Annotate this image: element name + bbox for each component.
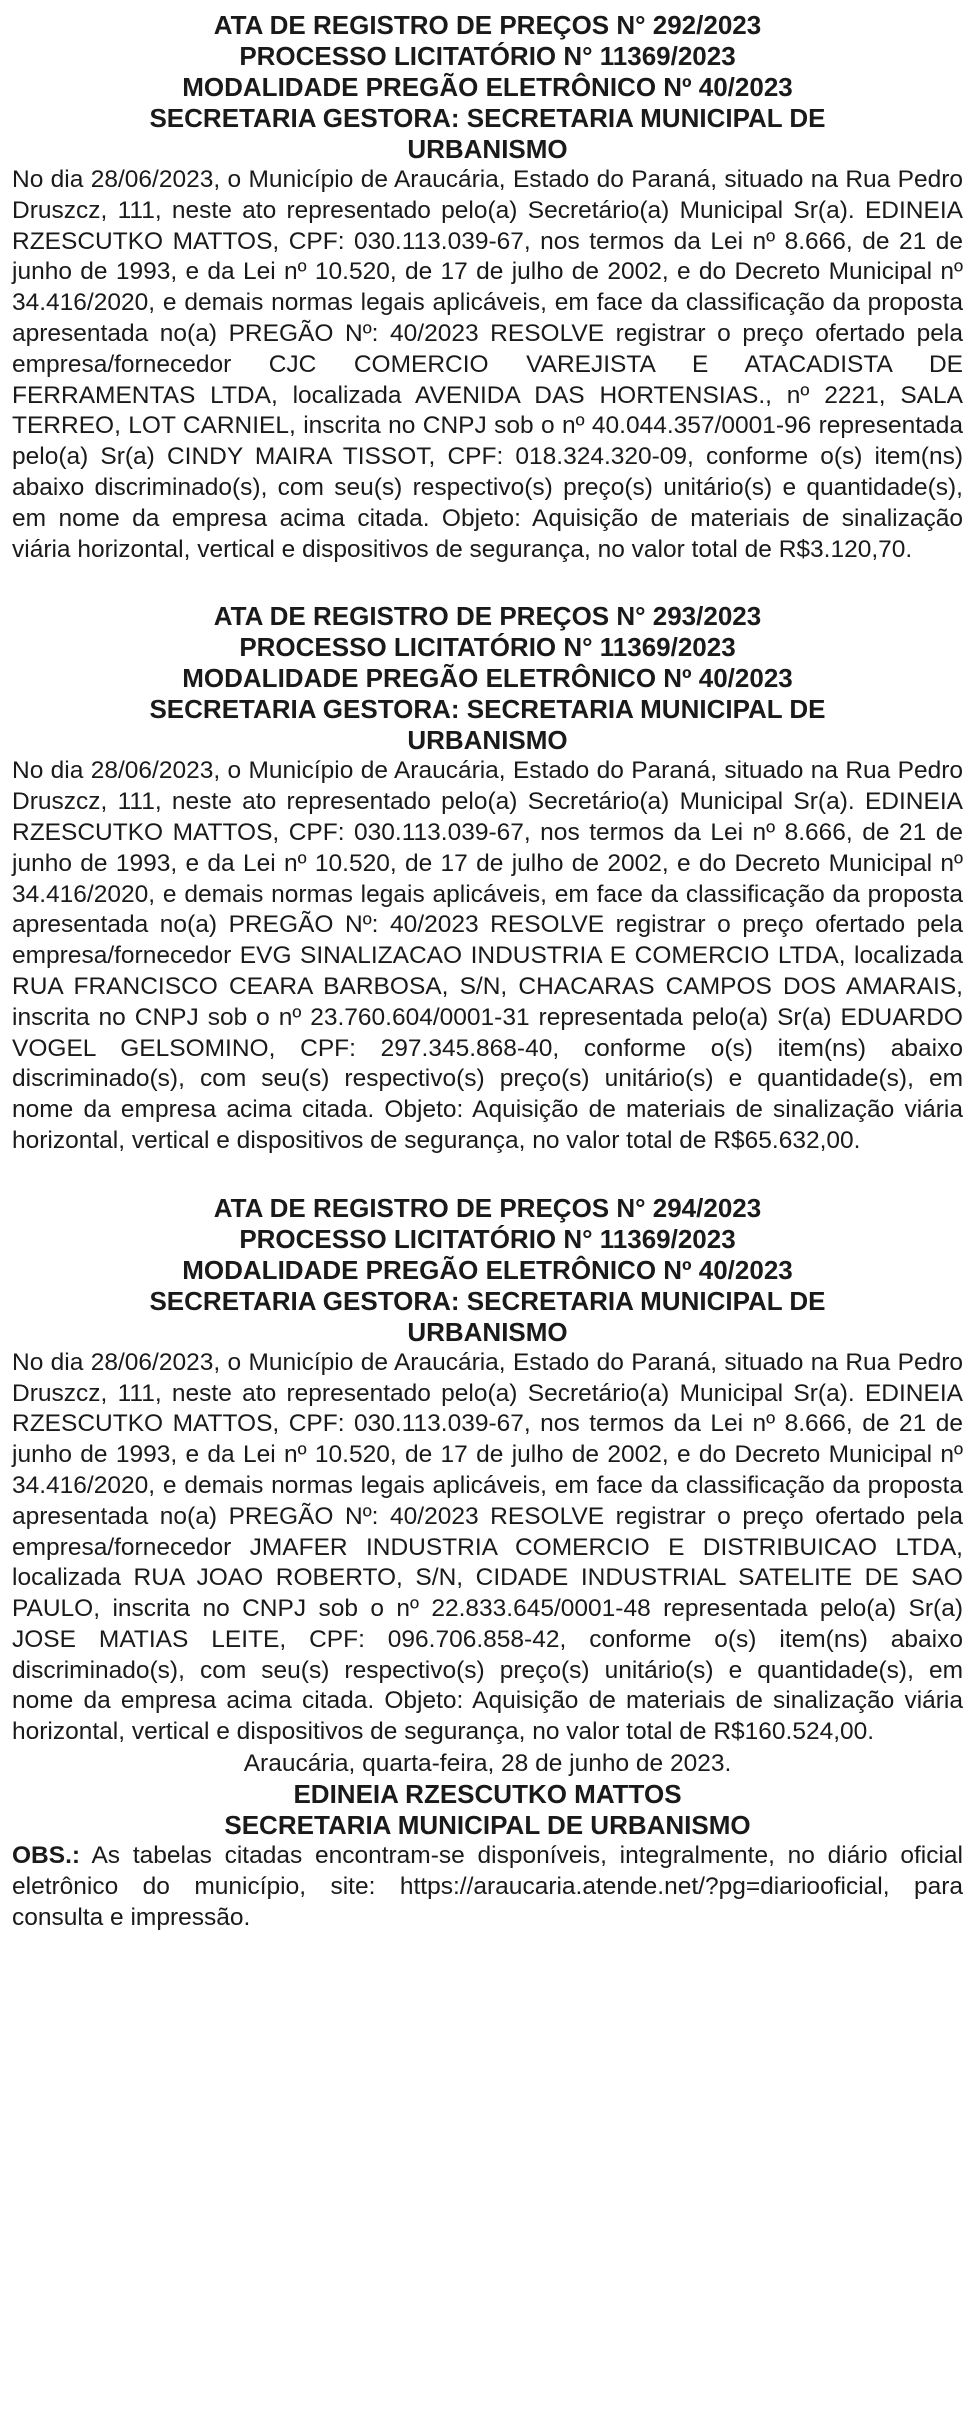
observation-note: [12, 1841, 963, 1933]
ata-title: ATA DE REGISTRO DE PREÇOS N° 294/2023: [213, 1192, 762, 1223]
modality: MODALIDADE PREGÃO ELETRÔNICO Nº 40/2023: [182, 663, 793, 694]
ata-body: No dia 28/06/2023, o Município de Araucária, Estado do Paraná, situado na Rua Pedro Druszcz, 111, neste ato representado pelo(a) Secretário(a) Municipal Sr(a). EDINEIA RZESCUTKO MATTOS, CPF: 030.113.039-67, nos termos da Lei nº 8.666, de 21 de junho de 1993, e da Lei nº 10.520, de 17 de julho de 2002, e do Decreto Municipal nº 34.416/2020, e demais normas legais aplicáveis, em face da classificação da proposta apresentada no(a) PREGÃO Nº: 40/2023 RESOLVE registrar o preço ofertado pela empresa/fornecedor JMAFER INDUSTRIA COMERCIO E DISTRIBUICAO LTDA, localizada RUA JOAO ROBERTO, S/N, CIDADE INDUSTRIAL SATELITE DE SAO PAULO, inscrita no CNPJ sob o nº 22.833.645/0001-48 representada pelo(a) Sr(a) JOSE MATIAS LEITE, CPF: 096.706.858-42, conforme o(s) item(ns) abaixo discriminado(s), com seu(s) respectivo(s) preço(s) unitário(s) e quantidade(s), em nome da empresa acima citada. Objeto: Aquisição de materiais de sinalização viária horizontal, vertical e dispositivos de segurança, no valor total de R$160.524,00.: [12, 1348, 963, 1746]
managing-secretariat-cont: URBANISMO: [407, 1316, 568, 1347]
ata-body: No dia 28/06/2023, o Município de Araucária, Estado do Paraná, situado na Rua Pedro Druszcz, 111, neste ato representado pelo(a) Secretário(a) Municipal Sr(a). EDINEIA RZESCUTKO MATTOS, CPF: 030.113.039-67, nos termos da Lei nº 8.666, de 21 de junho de 1993, e da Lei nº 10.520, de 17 de julho de 2002, e do Decreto Municipal nº 34.416/2020, e demais normas legais aplicáveis, em face da classificação da proposta apresentada no(a) PREGÃO Nº: 40/2023 RESOLVE registrar o preço ofertado pela empresa/fornecedor EVG SINALIZACAO INDUSTRIA E COMERCIO LTDA, localizada RUA FRANCISCO CEARA BARBOSA, S/N, CHACARAS CAMPOS DOS AMARAIS, inscrita no CNPJ sob o nº 23.760.604/0001-31 representada pelo(a) Sr(a) EDUARDO VOGEL GELSOMINO, CPF: 297.345.868-40, conforme o(s) item(ns) abaixo discriminado(s), com seu(s) respectivo(s) preço(s) unitário(s) e quantidade(s), em nome da empresa acima citada. Objeto: Aquisição de materiais de sinalização viária horizontal, vertical e dispositivos de segurança, no valor total de R$65.632,00.: [12, 757, 963, 1154]
process-number: PROCESSO LICITATÓRIO N° 11369/2023: [239, 1223, 736, 1254]
managing-secretariat: SECRETARIA GESTORA: SECRETARIA MUNICIPAL DE: [149, 103, 826, 133]
place-date: Araucária, quarta-feira, 28 de junho de 2023.: [243, 1750, 732, 1778]
managing-secretariat: SECRETARIA GESTORA: SECRETARIA MUNICIPAL DE: [149, 1285, 826, 1316]
obs-text: As tabelas citadas encontram-se disponíveis, integralmente, no diário oficial eletrônico do município, site: https://araucaria.atende.net/?pg=diariooficial, para consulta e impressão.: [12, 1842, 963, 1931]
process-number: PROCESSO LICITATÓRIO N° 11369/2023: [239, 41, 736, 71]
ata-title: ATA DE REGISTRO DE PREÇOS N° 293/2023: [213, 601, 762, 632]
ata-section-292: [12, 10, 963, 565]
modality: MODALIDADE PREGÃO ELETRÔNICO Nº 40/2023: [182, 1254, 793, 1285]
closing-block: [12, 1748, 963, 1841]
signatory-office: SECRETARIA MUNICIPAL DE URBANISMO: [224, 1810, 751, 1841]
managing-secretariat-cont: URBANISMO: [407, 725, 568, 756]
ata-body: No dia 28/06/2023, o Município de Araucária, Estado do Paraná, situado na Rua Pedro Druszcz, 111, neste ato representado pelo(a) Secretário(a) Municipal Sr(a). EDINEIA RZESCUTKO MATTOS, CPF: 030.113.039-67, nos termos da Lei nº 8.666, de 21 de junho de 1993, e da Lei nº 10.520, de 17 de julho de 2002, e do Decreto Municipal nº 34.416/2020, e demais normas legais aplicáveis, em face da classificação da proposta apresentada no(a) PREGÃO Nº: 40/2023 RESOLVE registrar o preço ofertado pela empresa/fornecedor CJC COMERCIO VAREJISTA E ATACADISTA DE FERRAMENTAS LTDA, localizada AVENIDA DAS HORTENSIAS., nº 2221, SALA TERREO, LOT CARNIEL, inscrita no CNPJ sob o nº 40.044.357/0001-96 representada pelo(a) Sr(a) CINDY MAIRA TISSOT, CPF: 018.324.320-09, conforme o(s) item(ns) abaixo discriminado(s), com seu(s) respectivo(s) preço(s) unitário(s) e quantidade(s), em nome da empresa acima citada. Objeto: Aquisição de materiais de sinalização viária horizontal, vertical e dispositivos de segurança, no valor total de R$3.120,70.: [12, 166, 963, 563]
managing-secretariat-cont: URBANISMO: [407, 134, 568, 164]
ata-title: ATA DE REGISTRO DE PREÇOS N° 292/2023: [213, 10, 762, 40]
ata-section-293: [12, 601, 963, 1156]
obs-label: OBS.:: [12, 1842, 81, 1870]
managing-secretariat: SECRETARIA GESTORA: SECRETARIA MUNICIPAL DE: [149, 694, 826, 725]
process-number: PROCESSO LICITATÓRIO N° 11369/2023: [239, 632, 736, 663]
ata-section-294: [12, 1193, 963, 1748]
modality: MODALIDADE PREGÃO ELETRÔNICO Nº 40/2023: [182, 72, 793, 102]
signatory-name: EDINEIA RZESCUTKO MATTOS: [293, 1779, 682, 1810]
